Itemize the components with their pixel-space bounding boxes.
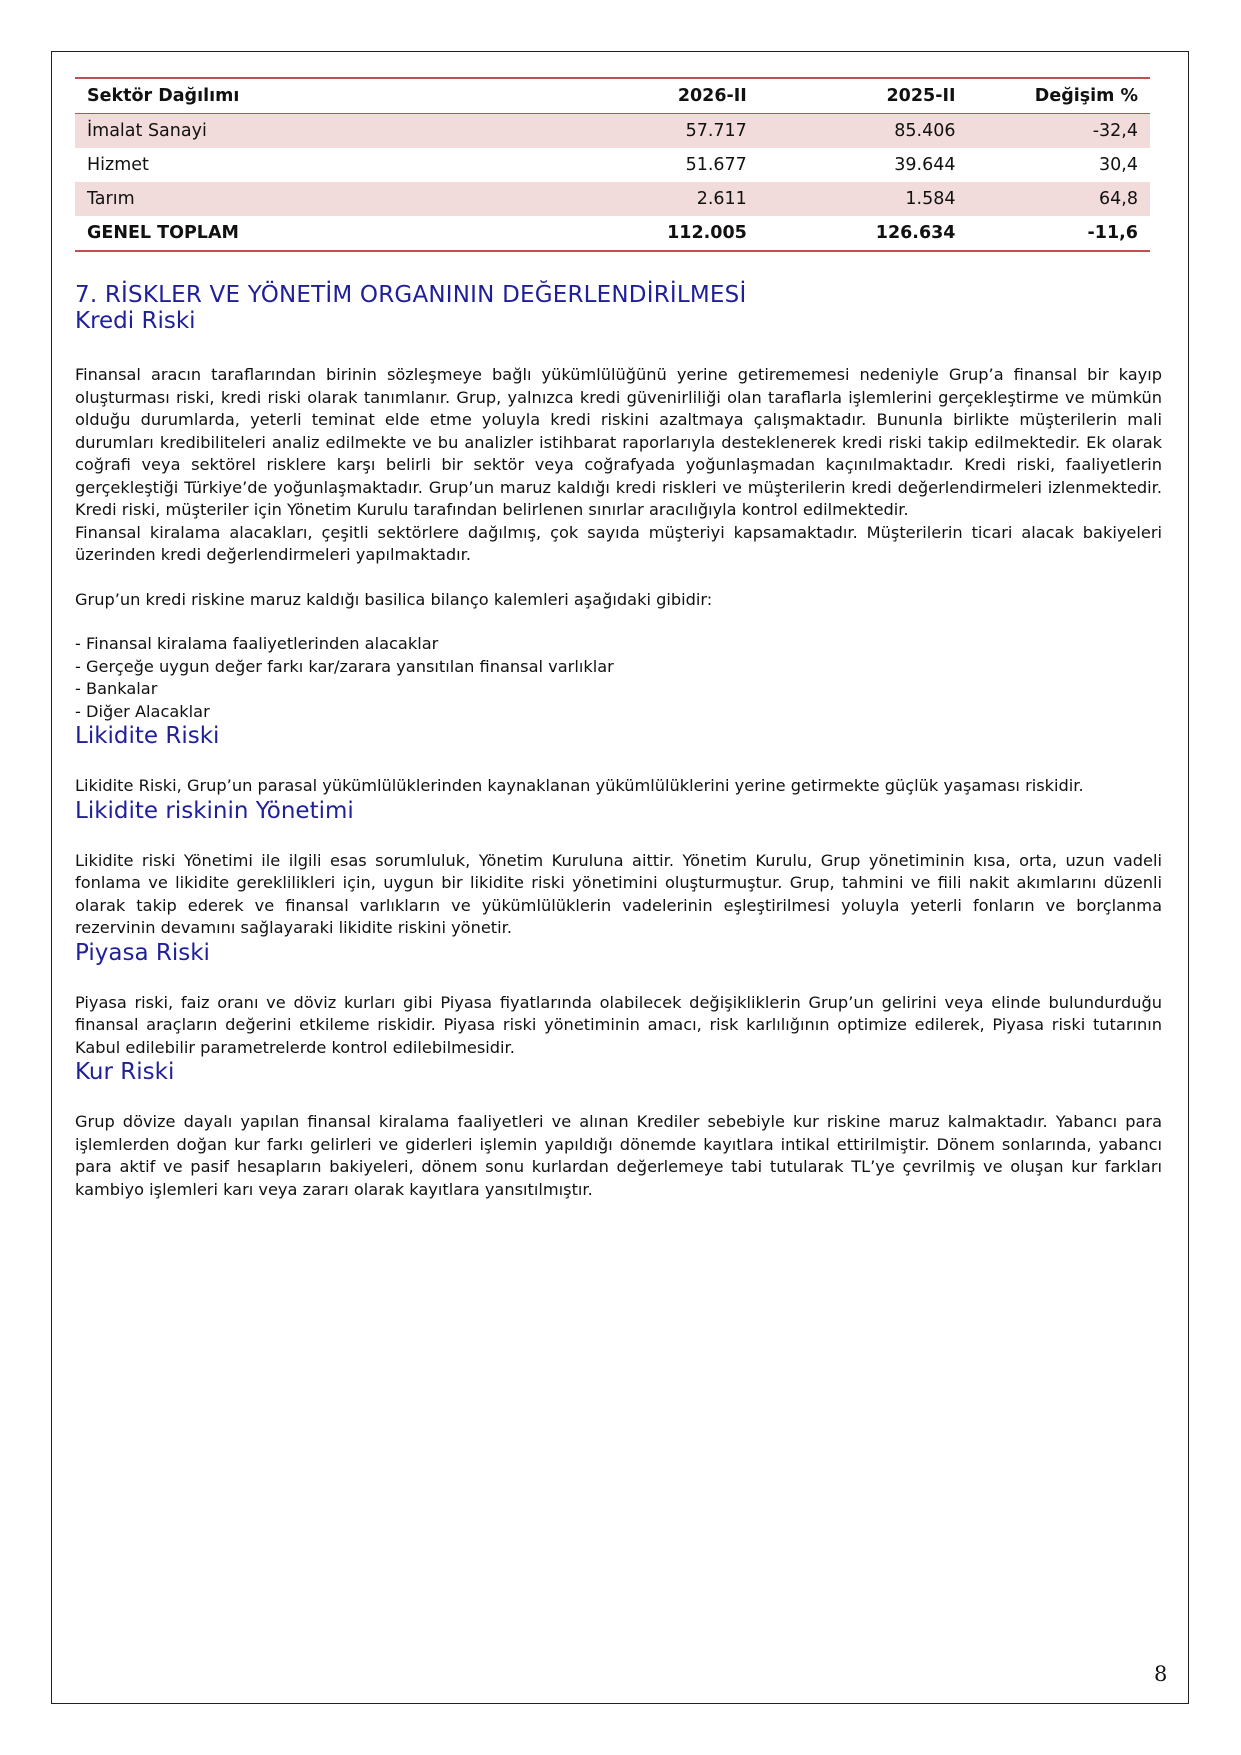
section-title: 7. RİSKLER VE YÖNETİM ORGANININ DEĞERLENDİRİLMESİ bbox=[75, 282, 747, 308]
table-cell: 2.611 bbox=[563, 182, 759, 216]
sector-distribution-table bbox=[75, 77, 1150, 252]
table-cell: 112.005 bbox=[667, 223, 747, 243]
likidite-yonetimi-heading: Likidite riskinin Yönetimi bbox=[75, 797, 354, 824]
table-cell: 85.406 bbox=[759, 114, 968, 149]
list-item: - Finansal kiralama faaliyetlerinden alacaklar bbox=[75, 634, 439, 653]
list-item: - Gerçeğe uygun değer farkı kar/zarara yansıtılan finansal varlıklar bbox=[75, 656, 614, 676]
kredi-riski-list bbox=[75, 633, 1162, 723]
table-header-row bbox=[75, 78, 1150, 114]
table-header-cell: 2025-II bbox=[759, 78, 968, 114]
likidite-riski-heading: Likidite Riski bbox=[75, 723, 220, 749]
table-row bbox=[75, 148, 1150, 182]
page-number: 8 bbox=[1154, 1662, 1168, 1686]
table-cell: İmalat Sanayi bbox=[75, 114, 563, 149]
table-cell: Tarım bbox=[75, 182, 563, 216]
list-item: - Bankalar bbox=[75, 679, 158, 698]
table-header-cell: Değişim % bbox=[968, 78, 1151, 114]
table-cell: 126.634 bbox=[875, 223, 956, 243]
table-cell: 30,4 bbox=[1099, 155, 1138, 175]
table-cell: Hizmet bbox=[87, 155, 149, 175]
table-cell: 64,8 bbox=[968, 182, 1151, 216]
table-cell: 51.677 bbox=[685, 155, 747, 175]
kur-riski-paragraph: Grup dövize dayalı yapılan finansal kiralama faaliyetleri ve alınan Krediler sebebiyle kur riskine maruz kalmaktadır. Yabancı para işlemlerden doğan kur farkı gelirleri ve giderleri işlemin yapıldığı dönemde kayıtlara intikal ettirilmiştir. Dönem sonlarında, yabancı para aktif ve pasif hesapların bakiyeleri, dönem sonu kurlardan değerlemeye tabi tutularak TL’ye çevrilmiş ve oluşan kur farkları kambiyo işlemleri karı veya zararı olarak kayıtlara yansıtılmıştır. bbox=[75, 1112, 1162, 1199]
kredi-riski-paragraph-2: Finansal kiralama alacakları, çeşitli sektörlere dağılmış, çok sayıda müşteriyi kapsamaktadır. Müşterilerin ticari alacak bakiyeleri üzerinden kredi değerlendirmeleri yapılmaktadır. bbox=[75, 522, 1162, 564]
table-row bbox=[75, 114, 1150, 149]
table-cell: -32,4 bbox=[968, 114, 1151, 149]
page-content bbox=[75, 77, 1162, 1201]
piyasa-riski-heading: Piyasa Riski bbox=[75, 939, 210, 966]
kredi-riski-heading: Kredi Riski bbox=[75, 308, 196, 334]
table-cell: 39.644 bbox=[894, 155, 956, 175]
table-cell: -11,6 bbox=[1087, 223, 1138, 243]
likidite-riski-paragraph: Likidite Riski, Grup’un parasal yükümlülüklerinden kaynaklanan yükümlülüklerini yerine getirmekte güçlük yaşaması riskidir. bbox=[75, 776, 1084, 795]
kredi-riski-list-intro: Grup’un kredi riskine maruz kaldığı basilica bilanço kalemleri aşağıdaki gibidir: bbox=[75, 589, 713, 609]
table-row bbox=[75, 182, 1150, 216]
kur-riski-heading: Kur Riski bbox=[75, 1059, 175, 1085]
table-cell: 1.584 bbox=[759, 182, 968, 216]
table-header-cell: Sektör Dağılımı bbox=[75, 78, 563, 114]
table-cell: GENEL TOPLAM bbox=[87, 223, 239, 243]
table-cell: 57.717 bbox=[563, 114, 759, 149]
kredi-riski-paragraph-1: Finansal aracın taraflarından birinin sözleşmeye bağlı yükümlülüğünü yerine getirememesi nedeniyle Grup’a finansal bir kayıp oluşturması riski, kredi riski olarak tanımlanır. Grup, yalnızca kredi güvenirliliği olan taraflarla işlemlerini gerçekleştirme ve mümkün olduğu durumlarda, yeterli teminat elde etme yoluyla kredi riskini azaltmaya çalışmaktadır. Bununla birlikte müşterilerin mali durumları kredibiliteleri analiz edilmekte ve bu analizler istihbarat raporlarıyla desteklenerek kredi riski takip edilmektedir. Ek olarak coğrafi veya sektörel risklere karşı belirli bir sektör veya coğrafyada yoğunlaşmadan kaçınılmaktadır. Kredi riski, faaliyetlerin gerçekleştiği Türkiye’de yoğunlaşmaktadır. Grup’un maruz kaldığı kredi riskleri ve müşterilerin kredi değerlendirmeleri izlenmektedir. Kredi riski, müşteriler için Yönetim Kurulu tarafından belirlenen sınırlar aracılığıyla kontrol edilmektedir. bbox=[75, 365, 1162, 519]
table-total-row bbox=[75, 216, 1150, 251]
list-item: - Diğer Alacaklar bbox=[75, 701, 210, 721]
table-header-cell: 2026-II bbox=[563, 78, 759, 114]
likidite-yonetimi-paragraph: Likidite riski Yönetimi ile ilgili esas sorumluluk, Yönetim Kuruluna aittir. Yönetim Kurulu, Grup yönetiminin kısa, orta, uzun vadeli fonlama ve likidite gereklilikleri için, uygun bir likidite riski yönetimini oluşturmuştur. Grup, tahmini ve fiili nakit akımlarını düzenli olarak takip ederek ve finansal varlıkların ve yükümlülüklerin vadelerinin eşleştirilmesi yoluyla yeterli fonların ve borçlanma rezervinin devamını sağlayaraki likidite riskini yönetir. bbox=[75, 850, 1162, 937]
piyasa-riski-paragraph: Piyasa riski, faiz oranı ve döviz kurları gibi Piyasa fiyatlarında olabilecek değişikliklerin Grup’un gelirini veya elinde bulundurduğu finansal araçların değerini etkileme riskidir. Piyasa riski yönetiminin amacı, risk karlılığının optimize edilerek, Piyasa riski tutarının Kabul edilebilir parametrelerde kontrol edilebilmesidir. bbox=[75, 992, 1162, 1057]
